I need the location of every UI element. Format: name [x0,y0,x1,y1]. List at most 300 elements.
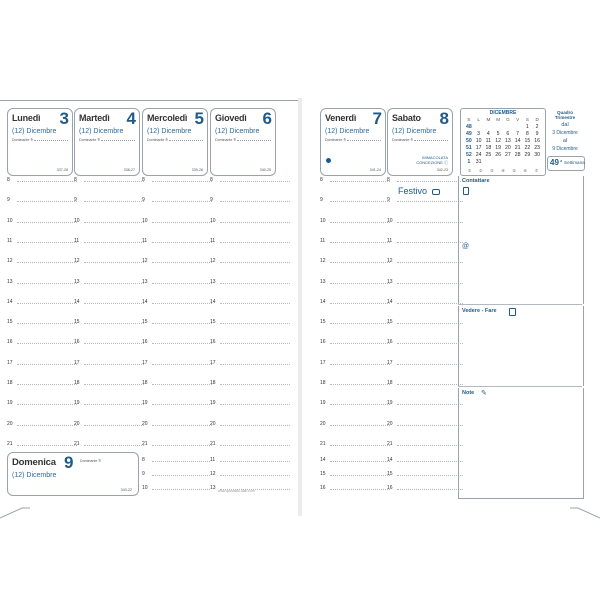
panel-vedere-title: Vedere - Fare [462,308,497,314]
calendar-weekday: S [525,117,529,122]
mini-calendar [460,108,546,176]
hour-label: 11 [74,237,80,244]
hour-line[interactable] [397,323,463,324]
calendar-day[interactable]: 21 [514,145,521,151]
hour-line[interactable] [152,343,212,344]
hour-line[interactable] [152,242,212,243]
day-name: Sabato [392,113,421,123]
hour-label: 8 [142,457,145,463]
calendar-weekday: M [496,117,501,122]
day-box-2[interactable] [74,108,140,176]
hour-label: 14 [387,298,393,305]
hour-label: 15 [142,319,148,326]
dominante-label: Dominante ® [392,138,414,142]
hour-line[interactable] [17,364,77,365]
hour-line[interactable] [17,283,77,284]
clock-icon [432,189,440,195]
holiday-note-2: CONCEZIONE ⓒ [416,160,448,165]
calendar-footer-mark: ⑤ [512,168,516,173]
hour-line[interactable] [220,404,290,405]
hour-label: 16 [387,339,393,346]
calendar-day[interactable]: 16 [534,138,541,144]
panel-note[interactable] [458,388,584,499]
hour-label: 12 [210,471,216,477]
hour-line[interactable] [220,262,290,263]
week-suffix: a [560,158,563,163]
hour-label: 12 [74,258,80,265]
hour-line[interactable] [84,384,144,385]
calendar-weekdays [464,117,542,122]
hour-line[interactable] [397,364,463,365]
calendar-day[interactable]: 1 [525,124,529,130]
hour-label: 14 [210,298,216,305]
hour-line[interactable] [220,303,290,304]
hour-line[interactable] [330,303,390,304]
hour-label: 14 [7,298,13,305]
hour-line[interactable] [17,384,77,385]
hour-label: 15 [320,471,326,477]
calendar-day[interactable]: 28 [514,152,521,158]
hour-line[interactable] [397,242,463,243]
hour-label: 17 [7,359,13,366]
hour-line[interactable] [330,461,390,462]
hour-line[interactable] [152,303,212,304]
calendar-day[interactable]: 9 [535,131,539,137]
hour-line[interactable] [397,262,463,263]
calendar-day[interactable]: 27 [504,152,511,158]
dominante-label: Dominante ® [325,138,347,142]
hour-line[interactable] [220,475,290,476]
hour-label: 19 [387,400,393,407]
calendar-day[interactable]: 1 [467,159,471,165]
calendar-day[interactable] [484,124,494,130]
calendar-footer [464,168,542,173]
hour-label: 15 [387,471,393,477]
hour-line[interactable] [330,489,390,490]
week-badge [547,156,585,171]
hour-label: 16 [387,485,393,491]
calendar-day[interactable] [493,124,503,130]
hour-label: 12 [142,258,148,265]
hour-label: 11 [320,237,326,244]
hour-line[interactable] [220,343,290,344]
day-box-4[interactable] [210,108,276,176]
day-month: (12) Dicembre [325,128,370,135]
hour-label: 17 [210,359,216,366]
hour-line[interactable] [397,489,463,490]
calendar-day[interactable]: 12 [495,138,502,144]
trimestre-line4: 9 Dicembre [552,146,578,152]
hour-label: 21 [320,440,326,447]
calendar-day[interactable]: 23 [534,145,541,151]
calendar-day[interactable]: 49 [465,131,472,137]
hour-label: 13 [210,278,216,285]
hour-line[interactable] [152,445,212,446]
hour-label: 9 [387,197,390,204]
at-icon: @ [462,243,470,250]
hour-label: 11 [7,237,13,244]
hour-line[interactable] [84,364,144,365]
calendar-footer-mark: ⑦ [534,168,539,173]
calendar-day[interactable] [503,124,513,130]
day-box-6[interactable] [387,108,453,176]
hour-line[interactable] [17,262,77,263]
calendar-day[interactable]: 4 [486,131,490,137]
panel-note-title: Note [462,390,475,396]
calendar-day[interactable]: 18 [485,145,492,151]
hour-line[interactable] [152,181,212,182]
calendar-day[interactable] [523,159,533,165]
calendar-day[interactable]: 19 [495,145,502,151]
calendar-day[interactable]: 30 [534,152,541,158]
hour-label: 21 [142,440,148,447]
day-name: Mercoledì [147,113,188,123]
hour-line[interactable] [84,181,144,182]
panel-contattare-title: Contattare [462,178,490,184]
day-month: (12) Dicembre [79,128,124,135]
week-number: 49 [550,158,559,167]
hour-label: 10 [142,485,148,491]
day-name: Domenica [12,457,56,468]
hour-line[interactable] [330,181,390,182]
hour-line[interactable] [220,201,290,202]
hour-label: 20 [210,420,216,427]
calendar-day[interactable]: 11 [485,138,492,144]
hour-line[interactable] [220,283,290,284]
hour-label: 11 [142,237,148,244]
hour-line[interactable] [220,384,290,385]
calendar-day[interactable] [513,159,523,165]
dominante-label: Dominante ® [79,138,101,142]
hour-label: 18 [142,380,148,386]
panel-divider-2 [458,386,582,387]
hour-line[interactable] [152,364,212,365]
trimestre-line2: 3 Dicembre [552,130,578,136]
hour-label: 8 [320,177,323,183]
hour-label: 14 [142,298,148,305]
hour-label: 10 [74,217,80,224]
hour-line[interactable] [330,222,390,223]
hour-line[interactable] [84,323,144,324]
hour-line[interactable] [397,384,463,385]
hour-line[interactable] [17,425,77,426]
hour-label: 15 [387,319,393,326]
calendar-day[interactable]: 50 [465,138,472,144]
calendar-day[interactable]: 5 [496,131,500,137]
hour-line[interactable] [17,343,77,344]
calendar-footer-mark: ② [478,168,483,173]
calendar-day[interactable]: 26 [495,152,502,158]
hour-line[interactable] [220,364,290,365]
day-month: (12) Dicembre [147,128,192,135]
dominante-line [347,140,381,141]
hour-line[interactable] [152,201,212,202]
hour-line[interactable] [84,303,144,304]
hour-label: 14 [74,298,80,305]
left-corner-tab [0,490,30,520]
panel-contattare[interactable] [458,176,584,304]
dominante-label: Dominante ® [12,138,34,142]
hour-label: 19 [74,400,80,407]
hour-line[interactable] [152,283,212,284]
hour-line[interactable] [220,445,290,446]
calendar-day[interactable]: 51 [465,145,472,151]
hour-line[interactable] [330,201,390,202]
hour-label: 9 [142,197,145,204]
calendar-day[interactable]: 10 [475,138,482,144]
hour-line[interactable] [330,445,390,446]
week-label: Settimana [564,160,585,165]
hour-label: 21 [74,440,80,447]
calendar-day[interactable] [474,124,484,130]
phone-icon [463,187,469,195]
hour-line[interactable] [330,475,390,476]
calendar-day[interactable]: 52 [465,152,472,158]
pencil-icon: ✎ [481,390,487,397]
hour-line[interactable] [397,303,463,304]
trimestre-title: Quadro Trimestre [554,110,576,120]
calendar-weekday: L [477,117,480,122]
day-name: Lunedì [12,113,41,123]
calendar-day[interactable]: 13 [504,138,511,144]
calendar-day[interactable] [532,159,542,165]
hour-label: 15 [74,319,80,326]
day-box-1[interactable] [7,108,73,176]
calendar-week-row [464,124,542,130]
day-count: 342-23 [436,168,448,172]
sticky-note-icon [509,308,516,316]
hour-label: 16 [320,485,326,491]
hour-label: 12 [320,258,326,265]
dominante-label: Dominante ® [147,138,169,142]
day-number: 7 [372,109,382,128]
hour-line[interactable] [17,222,77,223]
calendar-day[interactable]: 3 [477,131,481,137]
day-number: 5 [194,109,204,128]
hour-line[interactable] [397,445,463,446]
hour-line[interactable] [152,323,212,324]
hour-label: 10 [142,217,148,224]
calendar-day[interactable]: 25 [485,152,492,158]
hour-label: 10 [7,217,13,224]
hour-label: 19 [7,400,13,407]
hour-label: 20 [387,420,393,427]
hour-label: 20 [142,420,148,427]
hour-line[interactable] [397,201,463,202]
calendar-day[interactable]: 8 [525,131,529,137]
trimestre-line3: al [562,138,568,144]
day-month: (12) Dicembre [392,128,437,135]
hour-line[interactable] [152,262,212,263]
calendar-day[interactable]: 6 [506,131,510,137]
hour-label: 12 [210,258,216,265]
hour-label: 8 [7,177,10,183]
hour-label: 21 [7,440,13,447]
hour-line[interactable] [17,445,77,446]
hour-label: 9 [210,197,213,204]
hour-line[interactable] [330,283,390,284]
day-number: 9 [64,453,74,472]
day-count: 337-28 [56,168,68,172]
hour-line[interactable] [397,222,463,223]
hour-label: 15 [7,319,13,326]
hour-label: 10 [210,217,216,224]
calendar-day[interactable]: 15 [524,138,531,144]
hour-label: 18 [210,380,216,386]
hour-line[interactable] [330,323,390,324]
hour-label: 16 [320,339,326,346]
hour-line[interactable] [152,489,210,490]
calendar-day[interactable]: 31 [475,159,482,165]
calendar-week-row [464,145,542,151]
hour-label: 15 [320,319,326,326]
calendar-day[interactable]: 17 [475,145,482,151]
day-month: (12) Dicembre [12,472,57,479]
calendar-day[interactable]: 14 [514,138,521,144]
calendar-day[interactable]: 22 [524,145,531,151]
hour-line[interactable] [17,201,77,202]
hour-label: 9 [320,197,323,204]
day-count: 340-25 [259,168,271,172]
hour-label: 8 [210,177,213,183]
day-month: (12) Dicembre [215,128,260,135]
calendar-day[interactable]: 7 [516,131,520,137]
day-box-5[interactable] [320,108,386,176]
calendar-week-row [464,152,542,158]
hour-label: 14 [387,457,393,463]
hour-line[interactable] [397,181,463,182]
hour-line[interactable] [220,181,290,182]
hour-line[interactable] [17,181,77,182]
hour-line[interactable] [330,343,390,344]
day-count: 343-22 [120,488,132,492]
hour-label: 14 [320,298,326,305]
calendar-day[interactable]: 24 [475,152,482,158]
hour-line[interactable] [330,364,390,365]
hour-label: 10 [387,217,393,224]
hour-label: 16 [142,339,148,346]
hour-label: 21 [210,440,216,447]
hour-label: 14 [320,457,326,463]
hour-line[interactable] [84,445,144,446]
day-number: 4 [126,109,136,128]
hour-label: 17 [387,359,393,366]
calendar-title: DICEMBRE [489,110,517,116]
hour-line[interactable] [330,425,390,426]
hour-label: 18 [387,380,393,386]
hour-label: 13 [142,278,148,285]
hour-line[interactable] [152,425,212,426]
hour-line[interactable] [330,242,390,243]
hour-line[interactable] [330,404,390,405]
hour-label: 13 [320,278,326,285]
hour-label: 19 [320,400,326,407]
calendar-day[interactable] [513,124,523,130]
day-name: Venerdì [325,113,357,123]
calendar-day[interactable]: 20 [504,145,511,151]
day-month: (12) Dicembre [12,128,57,135]
dominante-label: Dominante ® [80,459,102,463]
hour-label: 13 [74,278,80,285]
day-name: Martedì [79,113,110,123]
day-count: 341-24 [369,168,381,172]
hour-line[interactable] [397,425,463,426]
hour-line[interactable] [152,222,212,223]
dominante-line [169,140,203,141]
hour-line[interactable] [84,404,144,405]
calendar-day[interactable]: 2 [535,124,539,130]
right-corner-tab [570,490,600,520]
hour-label: 19 [210,400,216,407]
hour-label: 13 [7,278,13,285]
hour-line[interactable] [152,404,212,405]
calendar-week-row [464,138,542,144]
panel-vedere-fare[interactable] [458,306,584,386]
calendar-footer-mark: ① [467,168,472,173]
hour-line[interactable] [84,262,144,263]
hour-line[interactable] [397,461,463,462]
hour-line[interactable] [152,461,210,462]
dominante-label: Dominante ® [215,138,237,142]
hour-line[interactable] [220,425,290,426]
hour-line[interactable] [330,262,390,263]
calendar-day[interactable]: 48 [465,124,472,130]
hour-line[interactable] [17,303,77,304]
day-number: 3 [59,109,69,128]
hour-line[interactable] [84,242,144,243]
hour-line[interactable] [397,404,463,405]
day-name: Giovedì [215,113,247,123]
calendar-day[interactable] [503,159,513,165]
hour-label: 17 [74,359,80,366]
calendar-footer-mark: ⑥ [523,168,528,173]
hour-line[interactable] [220,242,290,243]
hour-line[interactable] [397,283,463,284]
hour-label: 20 [320,420,326,427]
festivo-label [398,186,440,196]
dominante-line [101,140,135,141]
hour-line[interactable] [152,475,210,476]
hour-line[interactable] [397,475,463,476]
hour-line[interactable] [397,343,463,344]
hour-line[interactable] [17,404,77,405]
hour-line[interactable] [84,343,144,344]
hour-line[interactable] [330,384,390,385]
hour-line[interactable] [220,323,290,324]
hour-label: 19 [142,400,148,407]
hour-line[interactable] [152,384,212,385]
calendar-day[interactable]: 29 [524,152,531,158]
hour-label: 8 [142,177,145,183]
hour-line[interactable] [84,425,144,426]
hour-line[interactable] [17,242,77,243]
hour-line[interactable] [220,461,290,462]
hour-line[interactable] [84,222,144,223]
hour-line[interactable] [84,201,144,202]
hour-line[interactable] [17,323,77,324]
calendar-week-row [464,159,542,165]
calendar-day[interactable] [493,159,503,165]
calendar-weekday: G [506,117,510,122]
day-box-3[interactable] [142,108,208,176]
hour-label: 8 [74,177,77,183]
hour-line[interactable] [220,222,290,223]
day-count: 338-27 [123,168,135,172]
calendar-day[interactable] [484,159,494,165]
hour-line[interactable] [84,283,144,284]
hour-label: 16 [7,339,13,346]
day-number: 8 [439,109,449,128]
